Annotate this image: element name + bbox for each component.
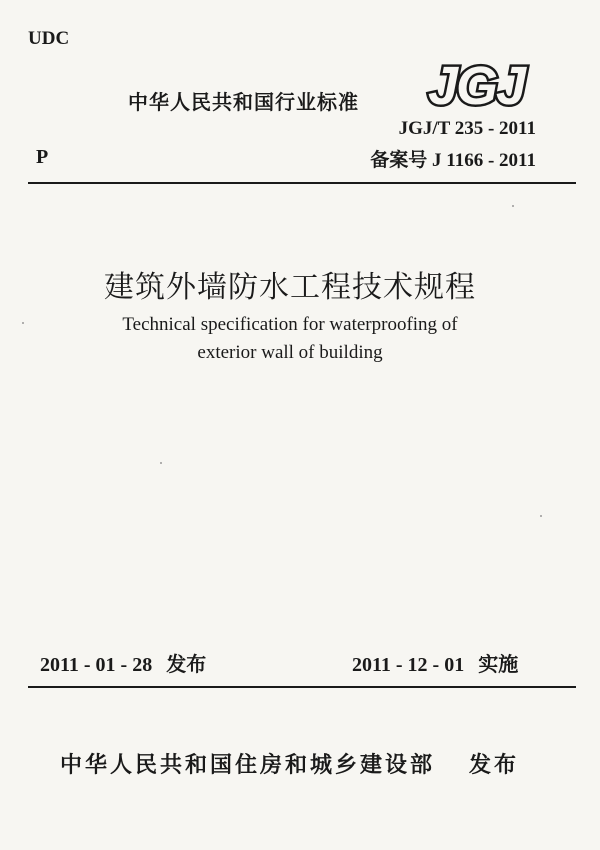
jgj-logo	[418, 56, 534, 112]
issue-date-block	[40, 648, 206, 677]
publisher-name: 中华人民共和国住房和城乡建设部	[60, 753, 436, 778]
implementation-date: 2011 - 12 - 01	[352, 654, 465, 676]
implementation-date-block	[352, 648, 518, 677]
document-title-en-line1: Technical specification for waterproofing of	[122, 314, 458, 335]
jgj-logo-text: JGJ	[427, 56, 525, 112]
document-title-en-line2: exterior wall of building	[197, 342, 383, 363]
standard-number: JGJ/T 235 - 2011	[398, 118, 536, 139]
issue-date: 2011 - 01 - 28	[40, 654, 153, 676]
standard-type: 中华人民共和国行业标准	[128, 90, 359, 114]
paper-speck	[540, 515, 542, 517]
record-number: 备案号 J 1166 - 2011	[370, 150, 536, 171]
footer-divider	[28, 686, 576, 688]
publisher-action: 发布	[469, 753, 520, 778]
document-title-zh: 建筑外墙防水工程技术规程	[104, 270, 476, 305]
implementation-label: 实施	[478, 652, 519, 676]
publisher-block	[60, 748, 519, 779]
paper-speck	[512, 205, 514, 207]
header-divider	[28, 182, 576, 184]
udc-label: UDC	[28, 28, 70, 49]
classification-code: P	[36, 146, 49, 168]
paper-speck	[160, 462, 162, 464]
paper-speck	[22, 322, 24, 324]
issue-label: 发布	[166, 652, 207, 676]
